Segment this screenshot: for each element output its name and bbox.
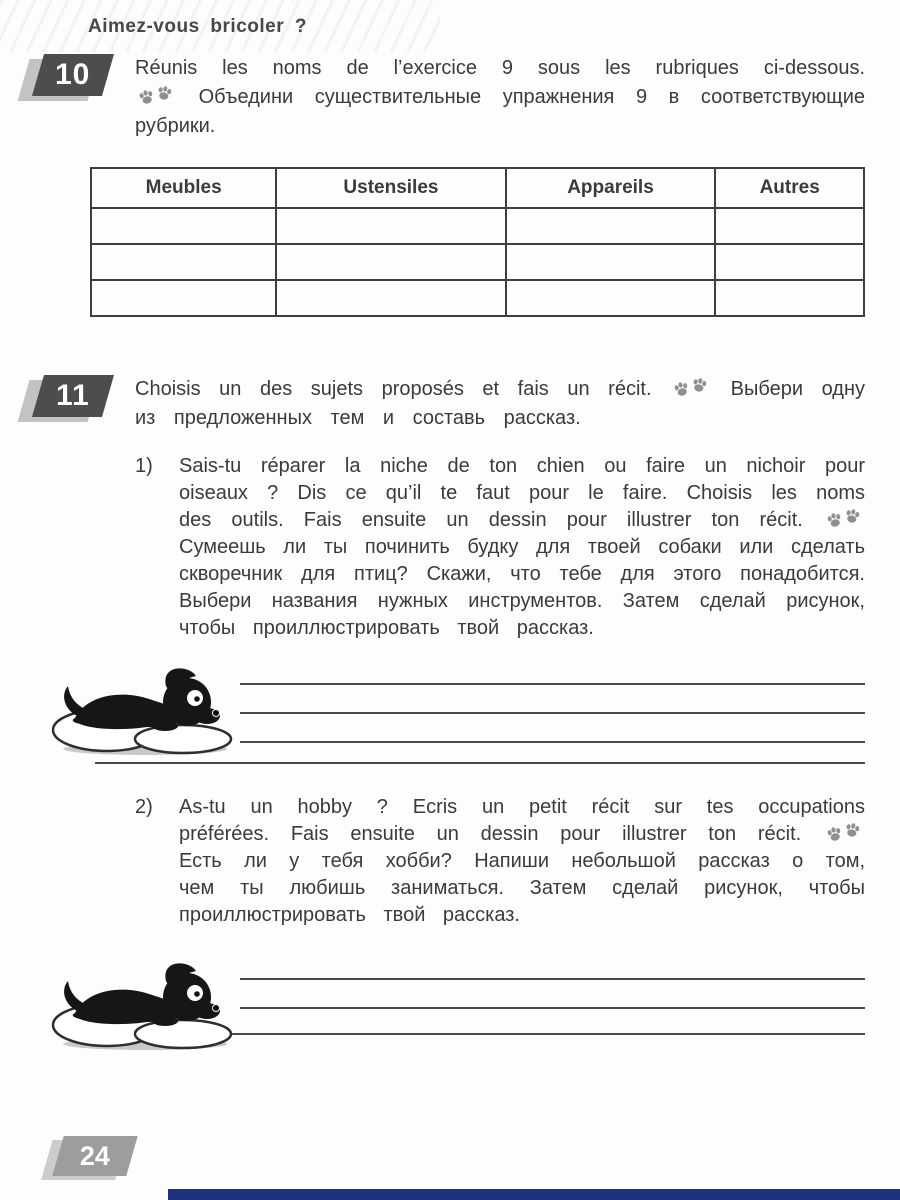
instruction-french: Réunis les noms de l’exercice 9 sous les rubriques ci-dessous. [135,57,865,79]
exercise-11 [0,375,900,1035]
writing-line[interactable] [240,656,865,685]
writing-line[interactable] [95,762,865,764]
writing-line[interactable] [240,951,865,980]
table-cell[interactable] [276,280,505,316]
table-cell[interactable] [91,208,276,244]
table-cell[interactable] [276,208,505,244]
drawing-area-1 [45,656,865,756]
table-cell[interactable] [506,208,716,244]
item-marker: 2) [135,796,153,818]
column-header-meubles: Meubles [91,168,276,208]
topic-russian: Есть ли у тебя хобби? Напиши небольшой рассказ о том, чем ты любишь заниматься. Затем сделай рисунок, чтобы проиллюстрировать твой рассказ. [179,850,865,926]
paw-icon [674,377,708,399]
table-cell[interactable] [506,244,716,280]
paw-icon [827,508,861,530]
topic-russian: Сумеешь ли ты починить будку для твоей собаки или сделать скворечник для птиц? Скажи, что тебе для этого понадобится. Выбери названия нужных инструментов. Затем сделай рисунок, чтобы проиллюстрировать твой рассказ. [179,536,865,639]
table-cell[interactable] [91,280,276,316]
table-cell[interactable] [506,280,716,316]
topic-item-2 [135,794,865,929]
paw-icon [827,822,861,844]
table-cell[interactable] [715,280,864,316]
table-row [91,280,864,316]
page-title: Aimez-vous bricoler ? [88,16,307,37]
exercise-11-instruction [135,375,865,433]
instruction-russian: Выбери одну из предложенных тем и составь рассказ. [135,378,866,429]
exercise-10-instruction [135,54,865,141]
exercise-number: 10 [55,58,91,91]
instruction-russian: Объедини существительные упражнения 9 в соответствующие рубрики. [135,86,865,137]
table-header-row [91,168,864,208]
exercise-10 [0,54,900,317]
bottom-accent-bar [168,1189,900,1200]
dog-illustration [45,951,240,1051]
page-number-badge [58,1136,132,1176]
dog-illustration [45,656,240,756]
topic-item-1 [135,453,865,642]
column-header-ustensiles: Ustensiles [276,168,505,208]
exercise-11-number-badge [38,375,108,417]
topic-1-text [179,453,865,642]
page-number: 24 [79,1140,111,1171]
table-cell[interactable] [276,244,505,280]
column-header-autres: Autres [715,168,864,208]
paw-icon [139,85,173,107]
item-marker: 1) [135,455,153,477]
column-header-appareils: Appareils [506,168,716,208]
table-row [91,208,864,244]
topic-2-text [179,794,865,929]
table-cell[interactable] [715,244,864,280]
writing-line[interactable] [240,714,865,743]
writing-line[interactable] [240,980,865,1009]
exercise-10-number-badge [38,54,108,96]
table-cell[interactable] [91,244,276,280]
instruction-french: Choisis un des sujets proposés et fais un récit. [135,378,652,400]
categories-table [90,167,865,317]
table-cell[interactable] [715,208,864,244]
drawing-area-2 [45,951,865,1051]
exercise-number: 11 [56,379,90,412]
writing-line[interactable] [240,685,865,714]
topic-french: Sais-tu réparer la niche de ton chien ou faire un nichoir pour oiseaux ? Dis ce qu’il te faut pour le faire. Choisis les noms des outils. Fais ensuite un dessin pour illustrer ton récit. [179,455,865,531]
topic-french: As-tu un hobby ? Ecris un petit récit sur tes occupations préférées. Fais ensuite un dessin pour illustrer ton récit. [179,796,865,845]
table-row [91,244,864,280]
